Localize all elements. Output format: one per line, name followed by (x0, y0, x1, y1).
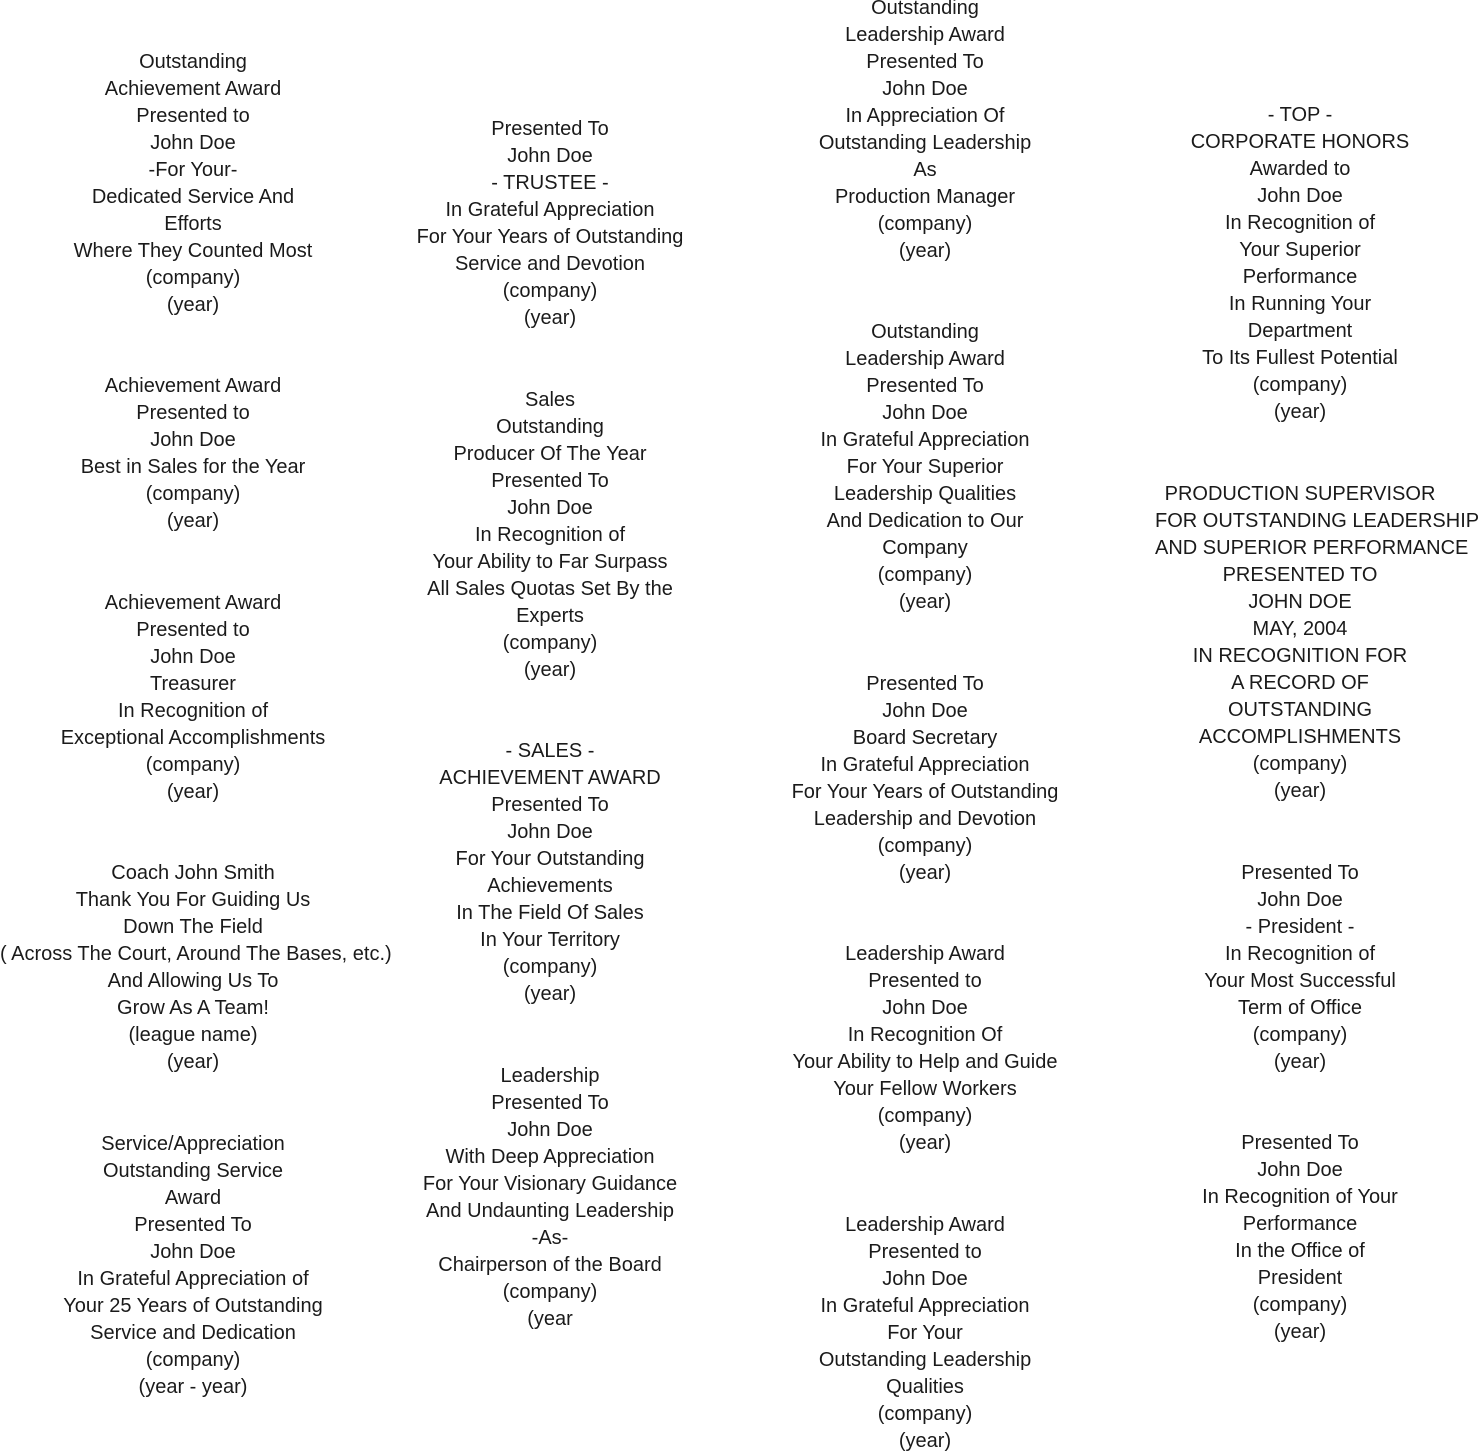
award-line: Presented To (1241, 1132, 1359, 1154)
award-line: John Doe (150, 646, 236, 668)
award-line: Your 25 Years of Outstanding (63, 1295, 323, 1317)
award-line: Leadership (500, 1065, 600, 1087)
award-line: - TRUSTEE - (491, 172, 609, 194)
award-line: Service and Devotion (454, 253, 646, 275)
award-line: In Recognition of (117, 700, 269, 722)
award-line: And Undaunting Leadership (426, 1200, 674, 1222)
award-top-corporate-honors (1155, 102, 1445, 426)
award-line: In Grateful Appreciation (820, 429, 1030, 451)
award-line: Sales (524, 389, 576, 411)
award-line: In the Office of (1235, 1240, 1365, 1262)
award-line: (company) (877, 1403, 973, 1425)
award-line: In The Field Of Sales (456, 902, 644, 924)
award-service-appreciation (0, 1131, 386, 1401)
award-line: (year) (523, 307, 577, 329)
award-line: In Recognition of Your (1202, 1186, 1398, 1208)
award-line: And Allowing Us To (107, 970, 279, 992)
award-line: Presented To (491, 118, 609, 140)
award-line: In Recognition of (1224, 943, 1376, 965)
award-line: IN RECOGNITION FOR (1192, 645, 1408, 667)
award-outstanding-leadership-superior-qualities (775, 319, 1075, 616)
award-line: (year) (166, 294, 220, 316)
award-line: (company) (145, 483, 241, 505)
award-line: (year) (1273, 780, 1327, 802)
award-line: Presented to (136, 619, 250, 641)
award-line: JOHN DOE (1248, 591, 1352, 613)
award-line: Performance (1242, 1213, 1358, 1235)
award-line: ( Across The Court, Around The Bases, etc.) (0, 943, 392, 965)
award-line: All Sales Quotas Set By the (427, 578, 673, 600)
award-line: (year) (1273, 1321, 1327, 1343)
award-line: John Doe (507, 497, 593, 519)
award-line: (year) (1273, 1051, 1327, 1073)
award-line: Efforts (164, 213, 222, 235)
award-line: PRESENTED TO (1222, 564, 1378, 586)
award-line: (company) (502, 1281, 598, 1303)
award-line: John Doe (882, 402, 968, 424)
award-line: For Your Visionary Guidance (422, 1173, 678, 1195)
award-board-secretary (775, 671, 1075, 887)
award-line: John Doe (882, 1268, 968, 1290)
award-line: Best in Sales for the Year (80, 456, 306, 478)
award-line: CORPORATE HONORS (1190, 131, 1410, 153)
award-line: Presented to (868, 1241, 982, 1263)
award-line: Producer Of The Year (453, 443, 647, 465)
award-line: Down The Field (123, 916, 263, 938)
award-line: Outstanding Leadership (818, 132, 1032, 154)
award-line: (company) (1252, 1024, 1348, 1046)
award-line: (year (527, 1308, 573, 1330)
award-line: (year) (898, 1430, 952, 1452)
award-line: Chairperson of the Board (438, 1254, 662, 1276)
award-line: Leadership and Devotion (813, 808, 1037, 830)
award-line: AND SUPERIOR PERFORMANCE (1155, 537, 1469, 559)
award-line: Your Ability to Help and Guide (792, 1051, 1058, 1073)
award-line: (company) (877, 564, 973, 586)
award-line: Department (1247, 320, 1353, 342)
award-line: - TOP - (1267, 104, 1333, 126)
award-line: (company) (145, 754, 241, 776)
award-line: John Doe (150, 429, 236, 451)
award-line: Presented To (491, 794, 609, 816)
award-line: (year) (1273, 401, 1327, 423)
award-line: (year) (166, 510, 220, 532)
award-line: With Deep Appreciation (445, 1146, 655, 1168)
award-line: John Doe (507, 145, 593, 167)
award-line: (year) (898, 862, 952, 884)
award-line: John Doe (882, 700, 968, 722)
award-line: Experts (516, 605, 584, 627)
award-achievement-treasurer (0, 590, 386, 806)
award-line: Presented to (868, 970, 982, 992)
award-line: (year) (166, 781, 220, 803)
award-line: In Grateful Appreciation (820, 754, 1030, 776)
award-line: Outstanding (496, 416, 604, 438)
award-line: In Running Your (1228, 293, 1372, 315)
award-line: Presented To (491, 470, 609, 492)
award-line: Presented To (1241, 862, 1359, 884)
award-line: John Doe (150, 132, 236, 154)
award-outstanding-achievement (0, 49, 386, 319)
award-line: John Doe (1257, 185, 1343, 207)
award-line: PRODUCTION SUPERVISOR (1164, 483, 1436, 505)
award-line: (company) (502, 956, 598, 978)
award-line: In Grateful Appreciation of (77, 1268, 309, 1290)
award-line: MAY, 2004 (1252, 618, 1348, 640)
award-line: Service and Dedication (90, 1322, 296, 1344)
award-line: (year) (523, 983, 577, 1005)
award-line: Your Most Successful (1204, 970, 1396, 992)
award-line: Leadership Award (845, 1214, 1005, 1236)
award-line: John Doe (1257, 889, 1343, 911)
award-line: (year) (166, 1051, 220, 1073)
award-line: Outstanding Service (102, 1160, 284, 1182)
award-line: Your Fellow Workers (833, 1078, 1017, 1100)
award-line: Coach John Smith (111, 862, 275, 884)
award-line: (year) (898, 240, 952, 262)
award-line: Thank You For Guiding Us (75, 889, 311, 911)
award-line: As (913, 159, 937, 181)
award-line: Leadership Qualities (833, 483, 1017, 505)
award-line: Your Ability to Far Surpass (432, 551, 668, 573)
award-president-successful-term (1155, 860, 1445, 1076)
award-coach-john-smith (0, 860, 392, 1076)
award-line: In Recognition Of (847, 1024, 1003, 1046)
award-line: -For Your- (148, 159, 238, 181)
award-line: For Your (887, 1322, 963, 1344)
award-line: (year) (523, 659, 577, 681)
award-line: A RECORD OF (1231, 672, 1369, 694)
award-line: Leadership Award (845, 24, 1005, 46)
award-line: Exceptional Accomplishments (60, 727, 326, 749)
award-line: Where They Counted Most (73, 240, 313, 262)
award-line: - SALES - (505, 740, 595, 762)
award-line: Achievement Award (104, 375, 282, 397)
award-line: John Doe (507, 821, 593, 843)
award-line: Presented To (866, 51, 984, 73)
award-line: Achievement Award (104, 78, 282, 100)
award-line: To Its Fullest Potential (1202, 347, 1398, 369)
award-line: Board Secretary (852, 727, 998, 749)
award-outstanding-leadership-production-manager (775, 0, 1075, 265)
award-leadership-help-guide (775, 941, 1075, 1157)
award-line: (company) (145, 267, 241, 289)
award-line: And Dedication to Our (826, 510, 1024, 532)
award-line: (year - year) (138, 1376, 248, 1398)
award-leadership-chairperson (400, 1063, 700, 1333)
award-line: (company) (1252, 753, 1348, 775)
award-line: In Recognition of (1224, 212, 1376, 234)
award-line: For Your Years of Outstanding (791, 781, 1059, 803)
award-line: Awarded to (1249, 158, 1351, 180)
award-line: ACHIEVEMENT AWARD (439, 767, 661, 789)
award-line: Grow As A Team! (117, 997, 269, 1019)
award-line: (company) (502, 280, 598, 302)
award-president-performance (1155, 1130, 1445, 1346)
award-line: (company) (1252, 1294, 1348, 1316)
award-line: (company) (877, 1105, 973, 1127)
award-line: Achievement Award (104, 592, 282, 614)
award-line: Presented To (134, 1214, 252, 1236)
award-line: (company) (877, 213, 973, 235)
award-line: Outstanding Leadership (818, 1349, 1032, 1371)
award-line: Presented to (136, 105, 250, 127)
award-line: In Recognition of (474, 524, 626, 546)
award-line: (company) (1252, 374, 1348, 396)
award-trustee (400, 116, 700, 332)
award-line: Your Superior (1239, 239, 1361, 261)
award-line: John Doe (1257, 1159, 1343, 1181)
award-line: John Doe (507, 1119, 593, 1141)
award-line: Outstanding (871, 0, 979, 19)
award-line: (league name) (128, 1024, 258, 1046)
award-line: For Your Superior (846, 456, 1004, 478)
award-line: For Your Outstanding (455, 848, 645, 870)
award-line: Term of Office (1237, 997, 1363, 1019)
award-line: President (1257, 1267, 1343, 1289)
award-achievement-best-in-sales (0, 373, 386, 535)
award-sales-outstanding-producer (400, 387, 700, 684)
award-line: Treasurer (150, 673, 236, 695)
award-line: John Doe (882, 997, 968, 1019)
award-sales-achievement (400, 738, 700, 1008)
award-line: Qualities (886, 1376, 964, 1398)
award-line: Leadership Award (845, 348, 1005, 370)
award-line: Outstanding (871, 321, 979, 343)
award-line: Achievements (487, 875, 613, 897)
award-line: In Your Territory (480, 929, 620, 951)
award-line: FOR OUTSTANDING LEADERSHIP (1155, 510, 1479, 532)
award-line: Presented to (136, 402, 250, 424)
award-line: - President - (1245, 916, 1355, 938)
award-line: Leadership Award (845, 943, 1005, 965)
award-line: In Grateful Appreciation (820, 1295, 1030, 1317)
award-line: (year) (898, 591, 952, 613)
award-line: Presented To (866, 375, 984, 397)
award-leadership-grateful (775, 1212, 1075, 1455)
award-line: OUTSTANDING (1227, 699, 1373, 721)
award-line: For Your Years of Outstanding (416, 226, 684, 248)
award-line: Company (882, 537, 968, 559)
award-line: In Grateful Appreciation (445, 199, 655, 221)
award-line: (company) (502, 632, 598, 654)
award-line: Service/Appreciation (101, 1133, 285, 1155)
award-line: Production Manager (834, 186, 1016, 208)
award-line: John Doe (882, 78, 968, 100)
award-line: Outstanding (139, 51, 247, 73)
award-production-supervisor (1155, 481, 1479, 805)
award-line: (year) (898, 1132, 952, 1154)
award-line: Presented To (866, 673, 984, 695)
award-line: Dedicated Service And (91, 186, 295, 208)
award-line: Performance (1242, 266, 1358, 288)
award-line: (company) (145, 1349, 241, 1371)
award-line: John Doe (150, 1241, 236, 1263)
award-line: Award (164, 1187, 222, 1209)
award-line: In Appreciation Of (845, 105, 1005, 127)
award-line: Presented To (491, 1092, 609, 1114)
award-line: (company) (877, 835, 973, 857)
award-line: -As- (531, 1227, 569, 1249)
award-line: ACCOMPLISHMENTS (1198, 726, 1402, 748)
